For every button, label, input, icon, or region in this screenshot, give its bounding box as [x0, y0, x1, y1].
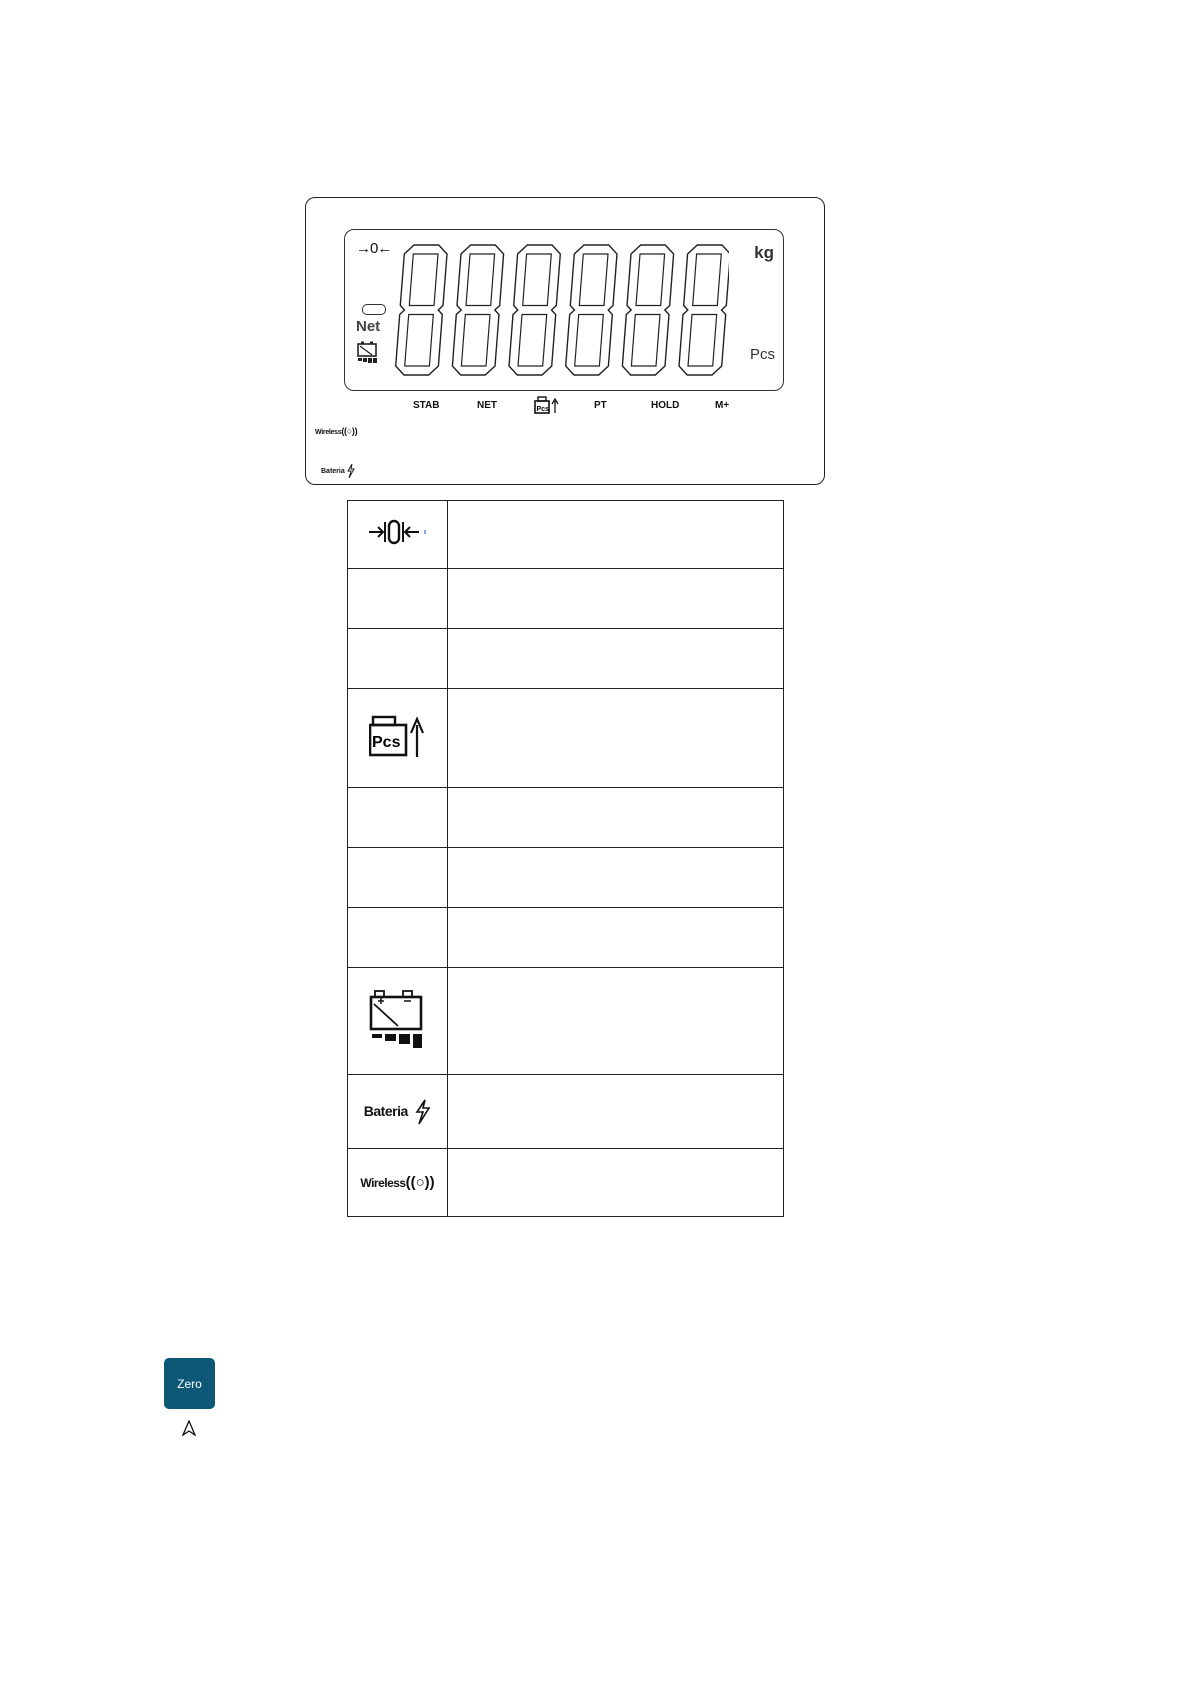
legend-row [348, 968, 784, 1075]
wireless-signal-icon: ((○)) [341, 426, 358, 436]
wireless-indicator [315, 426, 357, 436]
legend-symbol-cell [348, 689, 448, 788]
legend-description-cell [448, 908, 784, 968]
wireless-label: Wireless [315, 429, 342, 436]
zero-indicator: →0← [356, 240, 392, 257]
bateria-indicator [321, 464, 355, 478]
lightning-icon [347, 464, 355, 478]
seven-segment-digits [389, 240, 729, 380]
annunciator-hold: HOLD [651, 400, 680, 411]
legend-description-cell [448, 1075, 784, 1149]
legend-row [348, 788, 784, 848]
lightning-icon [415, 1099, 431, 1125]
svg-text:Pcs: Pcs [536, 406, 549, 413]
unit-pcs: Pcs [749, 346, 775, 363]
net-indicator: Net [356, 318, 381, 335]
legend-symbol-cell [348, 788, 448, 848]
legend-description-cell [448, 848, 784, 908]
svg-text:Pcs: Pcs [371, 733, 400, 751]
symbol-legend-table [347, 500, 784, 1217]
wireless-signal-icon: ((○)) [405, 1173, 435, 1191]
digit-2 [452, 245, 503, 375]
legend-description-cell [448, 1149, 784, 1217]
zero-icon [367, 516, 429, 548]
lcd-screen [344, 229, 784, 391]
legend-symbol-cell [348, 968, 448, 1075]
annunciator-net: NET [477, 400, 497, 411]
digit-3 [509, 245, 560, 375]
minus-segment-icon [362, 304, 386, 315]
navigation-arrow-icon [182, 1420, 196, 1436]
legend-row [348, 1075, 784, 1149]
legend-description-cell [448, 501, 784, 569]
legend-symbol-cell [348, 1149, 448, 1217]
digit-5 [622, 245, 673, 375]
annunciator-m-plus: M+ [715, 400, 730, 411]
annunciator-pt: PT [594, 400, 607, 411]
legend-symbol-cell [348, 501, 448, 569]
digit-4 [566, 245, 617, 375]
bateria-legend-label: Bateria [363, 1102, 408, 1119]
pcs-icon [369, 713, 427, 759]
bateria-label: Bateria [321, 467, 345, 475]
legend-description-cell [448, 788, 784, 848]
zero-button[interactable]: Zero [164, 1358, 215, 1409]
legend-description-cell [448, 569, 784, 629]
legend-row [348, 689, 784, 788]
legend-symbol-cell [348, 1075, 448, 1149]
digit-6 [679, 245, 729, 375]
legend-description-cell [448, 689, 784, 788]
legend-symbol-cell [348, 908, 448, 968]
lcd-panel [305, 197, 825, 485]
wireless-legend-label: Wireless [360, 1175, 406, 1190]
unit-kg: kg [754, 243, 774, 262]
legend-symbol-cell [348, 848, 448, 908]
battery-icon [356, 340, 380, 364]
battery-level-icon [368, 987, 428, 1051]
pcs-small-icon [534, 396, 560, 414]
legend-row [348, 569, 784, 629]
legend-row [348, 908, 784, 968]
annunciator-stab: STAB [413, 400, 440, 411]
legend-symbol-cell [348, 629, 448, 689]
legend-row [348, 501, 784, 569]
legend-row [348, 848, 784, 908]
legend-symbol-cell [348, 569, 448, 629]
legend-description-cell [448, 629, 784, 689]
digit-1 [396, 245, 447, 375]
legend-row [348, 1149, 784, 1217]
legend-description-cell [448, 968, 784, 1075]
legend-row [348, 629, 784, 689]
